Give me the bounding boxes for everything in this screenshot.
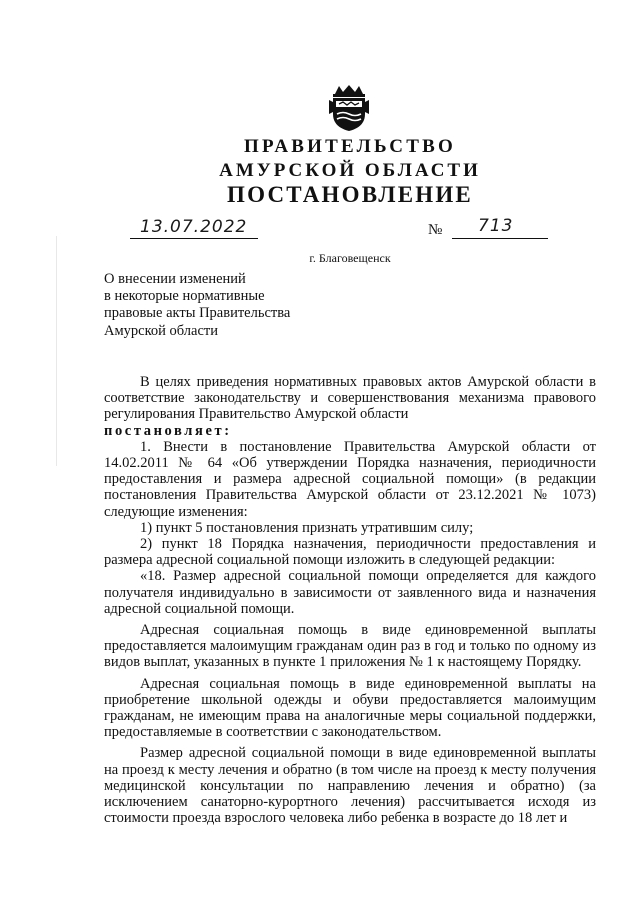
region-title: АМУРСКОЙ ОБЛАСТИ [219, 160, 481, 181]
resolves-keyword: постановляет: [104, 422, 232, 439]
preamble-paragraph: В целях приведения нормативных правовых актов Амурской области в соответствие законодательству и совершенствования механизма правового регулирования Правительство Амурской области [104, 374, 596, 423]
subject-block [104, 271, 364, 340]
body-paragraph: Адресная социальная помощь в виде единовременной выплаты на приобретение школьной одежды и обуви предоставляется малоимущим гражданам, не имеющим права на аналогичные меры социальной поддержки, предоставляемые в соответствии с законодательством. [104, 675, 596, 741]
number-underline [452, 238, 548, 239]
city-line: г. Благовещенск [309, 251, 391, 265]
body-paragraph: Размер адресной социальной помощи в виде единовременной выплаты на проезд к месту лечения и обратно (в том числе на проезд к месту получения медицинской консультации по направлению лечения и обратно) (за исключением санаторно-курортного лечения) рассчитывается исходя из стоимости проезда взрослого человека либо ребенка в возрасте до 18 лет и [104, 745, 596, 827]
amur-oblast-coat-of-arms-icon [327, 84, 371, 132]
subject-line: О внесении изменений [104, 271, 246, 287]
subclause-2-paragraph: 2) пункт 18 Порядка назначения, периодичности предоставления и размера адресной социальной помощи изложить в следующей редакции: [104, 536, 596, 569]
document-type-title: ПОСТАНОВЛЕНИЕ [227, 182, 473, 207]
scan-margin-mark [56, 236, 57, 466]
government-title: ПРАВИТЕЛЬСТВО [244, 136, 456, 157]
handwritten-date: 13.07.2022 [140, 217, 248, 237]
subject-line: Амурской области [104, 322, 218, 339]
body-paragraph: Адресная социальная помощь в виде единовременной выплаты предоставляется малоимущим гражданам один раз в год и только по одному из видов выплат, указанных в пункте 1 приложения № 1 к настоящему Порядку. [104, 622, 596, 671]
subclause-1-paragraph: 1) пункт 5 постановления признать утратившим силу; [140, 519, 474, 536]
handwritten-number: 713 [478, 216, 514, 236]
subject-line: правовые акты Правительства [104, 305, 291, 322]
date-underline [130, 238, 258, 239]
clause-1-paragraph: 1. Внести в постановление Правительства Амурской области от 14.02.2011 № 64 «Об утверждении Порядка назначения, периодичности предоставления и размера адресной социальной помощи» (в редакции постановления Правительства Амурской области от 23.12.2021 № 1073) следующие изменения: [104, 438, 596, 520]
document-body [104, 374, 596, 826]
point-18-paragraph: «18. Размер адресной социальной помощи определяется для каждого получателя индивидуально в зависимости от заявленного вида и назначения адресной социальной помощи. [104, 568, 596, 617]
number-label: № [428, 222, 443, 238]
subject-line: в некоторые нормативные [104, 288, 265, 305]
